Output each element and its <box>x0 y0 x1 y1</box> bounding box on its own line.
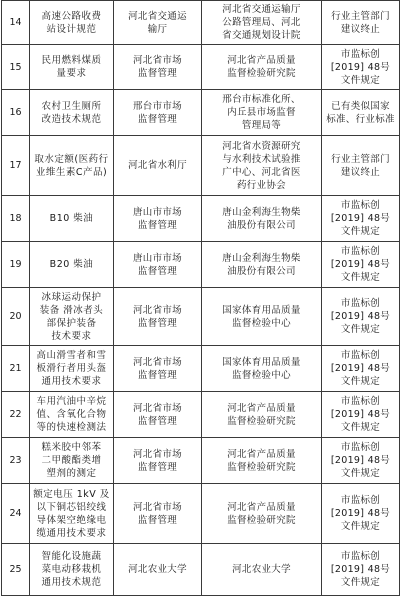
proposing-unit: 河北省市场 监督管理 <box>114 392 202 438</box>
reason-note: 市监标创 [2019] 48号 文件规定 <box>322 346 400 392</box>
reason-note: 行业主管部门 建议终止 <box>322 136 400 196</box>
row-number: 14 <box>2 1 30 45</box>
proposing-unit: 河北省交通运 输厅 <box>114 1 202 45</box>
drafting-unit: 河北省产品质量 监督检验研究院 <box>202 484 322 544</box>
row-number: 18 <box>2 196 30 242</box>
row-number: 15 <box>2 45 30 90</box>
proposing-unit: 河北省市场 监督管理 <box>114 45 202 90</box>
reason-note: 已有类似国家 标准、行业标准 <box>322 90 400 136</box>
proposing-unit: 河北省市场 监督管理 <box>114 438 202 484</box>
table-row <box>2 346 400 392</box>
standard-title: 智能化设施蔬 菜电动移栽机 通用技术规范 <box>30 544 114 596</box>
standard-title: B20 柴油 <box>30 242 114 288</box>
standard-title: 糕米胶中邻苯 二甲酸酯类增 塑剂的测定 <box>30 438 114 484</box>
proposing-unit: 河北省市场 监督管理 <box>114 484 202 544</box>
table-row <box>2 45 400 90</box>
drafting-unit: 河北省产品质量 监督检验研究院 <box>202 438 322 484</box>
standard-title: 高速公路收费 站设计规范 <box>30 1 114 45</box>
row-number: 20 <box>2 288 30 346</box>
row-number: 25 <box>2 544 30 596</box>
drafting-unit: 唐山金利海生物柴 油股份有限公司 <box>202 196 322 242</box>
reason-note: 市监标创 [2019] 48号 文件规定 <box>322 45 400 90</box>
proposing-unit: 河北省市场 监督管理 <box>114 346 202 392</box>
row-number: 22 <box>2 392 30 438</box>
standard-title: 高山滑雪者和雪 板滑行者用头盔 通用技术要求 <box>30 346 114 392</box>
table-row <box>2 242 400 288</box>
proposing-unit: 河北农业大学 <box>114 544 202 596</box>
drafting-unit: 邢台市标准化所、 内丘县市场监督 管理局等 <box>202 90 322 136</box>
proposing-unit: 唐山市市场 监督管理 <box>114 242 202 288</box>
row-number: 16 <box>2 90 30 136</box>
drafting-unit: 河北农业大学 <box>202 544 322 596</box>
table-row <box>2 196 400 242</box>
drafting-unit: 国家体育用品质量 监督检验中心 <box>202 346 322 392</box>
reason-note: 市监标创 [2019] 48号 文件规定 <box>322 196 400 242</box>
drafting-unit: 河北省产品质量 监督检验研究院 <box>202 45 322 90</box>
table-row <box>2 484 400 544</box>
drafting-unit: 唐山金利海生物柴 油股份有限公司 <box>202 242 322 288</box>
table-row <box>2 90 400 136</box>
reason-note: 市监标创 [2019] 48号 文件规定 <box>322 438 400 484</box>
row-number: 17 <box>2 136 30 196</box>
standard-title: 车用汽油中辛烷 值、含氧化合物 等的快速检测法 <box>30 392 114 438</box>
drafting-unit: 河北省产品质量 监督检验研究院 <box>202 392 322 438</box>
proposing-unit: 河北省市场 监督管理 <box>114 288 202 346</box>
reason-note: 行业主管部门 建议终止 <box>322 1 400 45</box>
table-row <box>2 288 400 346</box>
standard-title: 民用燃料煤质 量要求 <box>30 45 114 90</box>
standards-table <box>1 0 400 596</box>
standard-title: 取水定额(医药行 业维生素C产品) <box>30 136 114 196</box>
table-row <box>2 136 400 196</box>
table-body <box>2 1 400 596</box>
table-row <box>2 544 400 596</box>
standard-title: B10 柴油 <box>30 196 114 242</box>
drafting-unit: 国家体育用品质量 监督检验中心 <box>202 288 322 346</box>
proposing-unit: 唐山市市场 监督管理 <box>114 196 202 242</box>
drafting-unit: 河北省交通运输厅 公路管理局、河北 省交通规划设计院 <box>202 1 322 45</box>
standard-title: 农村卫生厕所 改造技术规范 <box>30 90 114 136</box>
reason-note: 市监标创 [2019] 48号 文件规定 <box>322 242 400 288</box>
table-row <box>2 392 400 438</box>
reason-note: 市监标创 [2019] 48号 文件规定 <box>322 484 400 544</box>
table-row <box>2 438 400 484</box>
standard-title: 冰球运动保护 装备 滑冰者头 部保护装备 技术要求 <box>30 288 114 346</box>
row-number: 19 <box>2 242 30 288</box>
row-number: 23 <box>2 438 30 484</box>
table-row <box>2 1 400 45</box>
standard-title: 额定电压 1kV 及 以下铜芯铝绞线 导体架空绝缘电 缆通用技术要求 <box>30 484 114 544</box>
proposing-unit: 河北省水利厅 <box>114 136 202 196</box>
reason-note: 市监标创 [2019] 48号 文件规定 <box>322 392 400 438</box>
proposing-unit: 邢台市市场 监督管理 <box>114 90 202 136</box>
row-number: 21 <box>2 346 30 392</box>
row-number: 24 <box>2 484 30 544</box>
reason-note: 市监标创 [2019] 48号 文件规定 <box>322 288 400 346</box>
drafting-unit: 河北省水资源研究 与水利技术试验推 广中心、河北省医 药行业协会 <box>202 136 322 196</box>
reason-note: 市监标创 [2019] 48号 文件规定 <box>322 544 400 596</box>
